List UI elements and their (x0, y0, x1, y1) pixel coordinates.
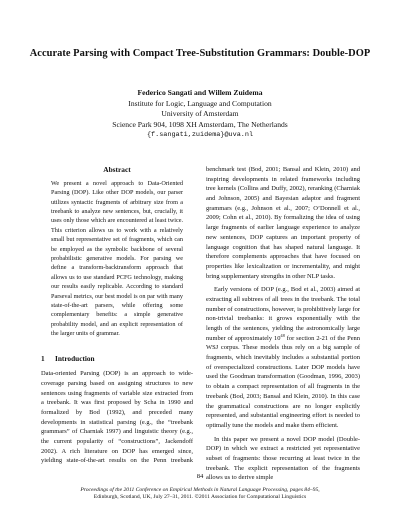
affiliation-line-2: University of Amsterdam (161, 109, 239, 119)
proceedings-footer (0, 487, 400, 501)
footer-line-2: Edinburgh, Scotland, UK, July 27–31, 2011. ©2011 Association for Computational Linguistics (93, 494, 307, 501)
abstract-heading: Abstract (103, 165, 131, 174)
page-number: 84 (196, 473, 204, 480)
author-block (0, 88, 400, 141)
abstract-text: We present a novel approach to Data-Oriented Parsing (DOP). Like other DOP models, our parser utilizes syntactic fragments of arbitrary size from a treebank to analyze new sentences, but, crucially, it uses only those which are encountered at least twice. This criterion allows us to work with a relatively small but representative set of fragments, which can be employed as the symbolic backbone of several probabilistic generative models. For parsing we define a transform-backtransform approach that allows us to use standard PCFG technology, making our results easily replicable. According to standard Parseval metrics, our best model is on par with many state-of-the-art parsers, while offering some complementary benefits: a simple generative probability model, and an explicit representation of the larger units of grammar. (51, 179, 183, 338)
address-line: Science Park 904, 1098 XH Amsterdam, The Netherlands (112, 119, 288, 129)
intro-paragraph-3: In this paper we present a novel DOP model (Double-DOP) in which we extract a restricted yet representative subset of fragments: those recurring at least twice in the treebank. The explicit representation of the fragments allows us to derive simple (206, 435, 360, 482)
section-number: 1 (41, 353, 45, 363)
author-names: Federico Sangati and Willem Zuidema (137, 88, 263, 97)
intro-paragraph-1-continued: benchmark test (Bod, 2001; Bansal and Klein, 2010) and inspiring developments in related frameworks including tree kernels (Collins and Duffy, 2002), reranking (Charniak and Johnson, 2005) and Bayesian adaptor and fragment grammars (e.g., Johnson et al., 2007; O’Donnell et al., 2009; Cohn et al., 2010). By formalizing the idea of using large fragments of earlier language experience to analyze new sentences, DOP captures an important property of language cognition that has shaped natural language. It therefore complements approaches that have focused on properties like lexicalization or incrementality, and might bring supplementary strengths in other NLP tasks. (206, 166, 360, 280)
left-column (41, 165, 193, 466)
author-email: {f.sangati,zuidema}@uva.nl (146, 131, 254, 140)
section-heading-introduction (41, 354, 193, 364)
exponent: 48 (280, 332, 285, 338)
intro-paragraph-1: Data-oriented Parsing (DOP) is an approach to wide-coverage parsing based on assigning structures to new sentences using fragments of variable size extracted from a treebank. It was first proposed by Scha in 1990 and formalized by Bod (1992), and preceded many developments in statistical parsing (e.g., the “treebank grammars” of Charniak 1997) and linguistic theory (e.g., the current popularity of “constructions”, Jackendoff 2002). A rich literature on DOP has emerged since, yielding state-of-the-art results on the Penn treebank (41, 370, 193, 465)
intro-p2-part-a: Early versions of DOP (e.g., Bod et al., 2003) aimed at extracting all subtrees of all trees in the treebank. The total number of constructions, however, is prohibitively large for non-trivial treebanks: it grows exponentially with the length of the sentences, yielding the astronomically large number of approximately 10 (206, 286, 360, 342)
affiliation-line-1: Institute for Logic, Language and Computation (128, 98, 272, 108)
intro-paragraph-2 (206, 285, 360, 430)
right-column (206, 165, 360, 483)
paper-title: Accurate Parsing with Compact Tree-Substitution Grammars: Double-DOP (29, 48, 371, 59)
abstract-body (51, 179, 183, 339)
intro-p2-part-b: for section 2-21 of the Penn WSJ corpus. These models thus rely on a big sample of fragments, which inevitably includes a substantial portion of overspecialized constructions. Later DOP models have used the Goodman transformation (Goodman, 1996, 2003) to obtain a compact representation of all fragments in the treebank (Bod, 2003; Bansal and Klein, 2010). In this case the grammatical constructions are no longer explicitly represented, and substantial engineering effort is needed to optimally tune the models and make them efficient. (206, 334, 360, 429)
footer-line-1: Proceedings of the 2011 Conference on Empirical Methods in Natural Language Processing, pages 84–95, (80, 487, 320, 493)
section-title: Introduction (55, 353, 95, 363)
